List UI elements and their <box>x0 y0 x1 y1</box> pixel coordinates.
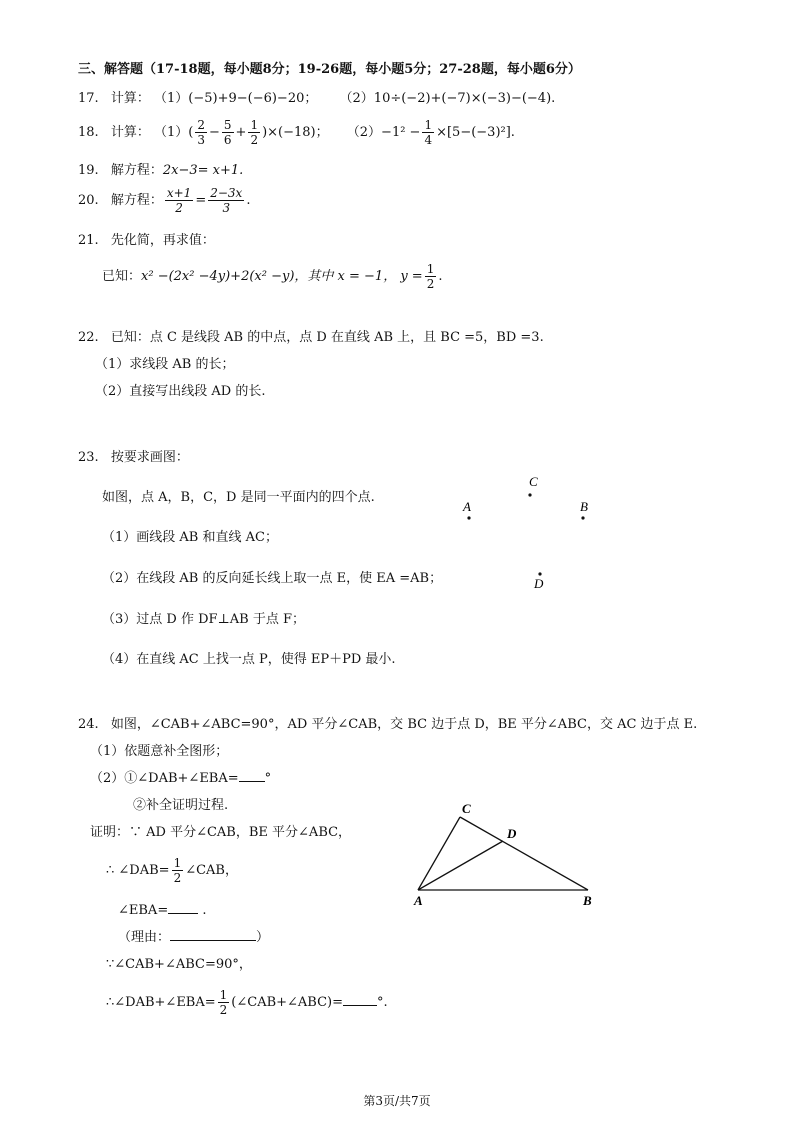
reason-label: （理由： <box>118 930 171 945</box>
question-lead: 先化简，再求值： <box>110 233 215 248</box>
question-number: 19. <box>78 163 99 178</box>
section-title: 三、解答题（17-18题，每小题8分；19-26题，每小题5分；27-28题，每小题6分） <box>78 62 581 77</box>
fraction <box>222 118 234 147</box>
question-22 <box>78 331 544 344</box>
point-label-b: B <box>580 499 588 514</box>
denominator: 2 <box>219 1003 228 1017</box>
proof-text: ∠EBA= <box>118 903 169 918</box>
vertex-label-b: B <box>583 893 592 908</box>
expression: x² −(2x² −4y)+2(x² −y) <box>141 269 295 284</box>
fraction <box>172 856 184 885</box>
fraction <box>422 118 434 147</box>
expression: 10÷(−2)+(−7)×(−3)−(−4). <box>373 91 556 106</box>
question-23-part-2: （2）在线段 AB 的反向延长线上取一点 E，使 EA =AB； <box>102 571 443 586</box>
numerator: 2−3x <box>210 186 243 200</box>
page-footer: 第3页/共7页 <box>363 1094 431 1108</box>
denominator: 3 <box>222 201 231 215</box>
question-number: 24. <box>78 717 99 732</box>
question-number: 23. <box>78 450 99 465</box>
expression: )×(−18)； <box>262 125 329 140</box>
period: . <box>246 193 251 208</box>
question-24-part-2b: ②补全证明过程. <box>133 798 229 813</box>
question-text: 已知：点 C 是线段 AB 的中点，点 D 在直线 AB 上，且 BC =5，BD =3. <box>110 330 544 345</box>
proof-text: ∠CAB， <box>185 863 238 878</box>
part-2-text: （2）①∠DAB+∠EBA= <box>90 771 239 786</box>
denominator: 3 <box>197 133 205 147</box>
question-23-part-3: （3）过点 D 作 DF⊥AB 于点 F； <box>102 612 305 627</box>
period: . <box>202 903 207 918</box>
question-21 <box>78 234 215 247</box>
reason-blank[interactable] <box>170 940 256 941</box>
proof-line-6 <box>106 988 388 1018</box>
fraction <box>218 988 230 1017</box>
question-lead: 计算： <box>110 91 150 106</box>
point-label-c: C <box>529 474 538 489</box>
segment-ac <box>418 817 460 890</box>
numerator: x+1 <box>166 186 192 200</box>
part-label: （2） <box>346 125 382 140</box>
question-23-part-4: （4）在直线 AC 上找一点 P，使得 EP＋PD 最小. <box>102 652 396 667</box>
expression: ×[5−(−3)²]. <box>436 125 515 140</box>
numerator: 1 <box>426 262 435 276</box>
numerator: 5 <box>223 118 232 132</box>
question-number: 20. <box>78 193 99 208</box>
question-24-part-2 <box>90 772 271 785</box>
numerator: 1 <box>424 118 433 132</box>
proof-text: ∴∠DAB+∠EBA= <box>106 995 216 1010</box>
fraction <box>165 186 193 215</box>
point-label-d: D <box>534 576 544 591</box>
proof-line-1: 证明：∵ AD 平分∠CAB，BE 平分∠ABC， <box>90 825 352 840</box>
triangle-figure <box>405 795 605 910</box>
question-20: 20. 解方程： $\frac{x+1}{2}$ = $\frac{2-3x}{3}$ . <box>78 186 251 215</box>
answer-blank[interactable] <box>343 1005 377 1006</box>
fraction <box>248 118 260 147</box>
question-number: 21. <box>78 233 99 248</box>
denominator: 2 <box>250 133 259 147</box>
degree-symbol: ° <box>264 771 272 786</box>
point-c <box>528 493 531 496</box>
proof-text: ∴ ∠DAB= <box>106 863 170 878</box>
part-label: （1） <box>153 125 189 140</box>
degree-symbol: °. <box>377 995 388 1010</box>
numerator: 1 <box>250 118 259 132</box>
expression: (−5)+9−(−6)−20； <box>188 91 318 106</box>
question-22-part-1: （1）求线段 AB 的长； <box>95 357 235 372</box>
vertex-label-d: D <box>507 826 517 841</box>
question-23 <box>78 451 189 464</box>
expression: −1² − <box>381 125 421 140</box>
fraction <box>195 118 207 147</box>
denominator: 2 <box>175 201 183 215</box>
denominator: 4 <box>424 133 433 147</box>
segment-ad <box>418 841 503 890</box>
proof-line-2 <box>106 856 238 886</box>
numerator: 1 <box>219 988 228 1002</box>
proof-line-4 <box>118 931 269 944</box>
fraction <box>425 262 437 291</box>
question-lead: 解方程： <box>110 163 163 178</box>
expression: 2x−3= x+1. <box>162 163 244 178</box>
question-lead: 计算： <box>110 125 150 140</box>
question-text: 如图，∠CAB+∠ABC=90°，AD 平分∠CAB，交 BC 边于点 D，BE 平分∠ABC，交 AC 边于点 E. <box>110 717 698 732</box>
given-label: 已知： <box>102 269 142 284</box>
segment-cb <box>460 817 588 890</box>
point-b <box>581 516 584 519</box>
part-label: （2） <box>339 91 374 106</box>
vertex-label-c: C <box>462 801 471 816</box>
question-number: 22. <box>78 330 99 345</box>
answer-blank[interactable] <box>168 913 198 914</box>
denominator: 2 <box>426 277 435 291</box>
question-24-part-1: （1）依题意补全图形； <box>90 744 229 759</box>
proof-text: (∠CAB+∠ABC)= <box>231 995 344 1010</box>
period: . <box>438 269 443 284</box>
proof-line-5: ∵∠CAB+∠ABC=90°， <box>106 957 252 972</box>
numerator: 1 <box>173 856 182 870</box>
question-24 <box>78 718 697 731</box>
numerator: 2 <box>197 118 205 132</box>
question-22-part-2: （2）直接写出线段 AD 的长. <box>95 384 266 399</box>
part-label: （1） <box>153 91 189 106</box>
point-label-a: A <box>463 499 471 514</box>
question-18: 18. 计算： （1）( $\frac{2}{3}$ − $\frac{5}{6}$ + $\frac{1}{2}$ )×(−18)； （2）−1² − $\frac{1}{4}$ ×[5−(−3)²]. <box>78 118 515 147</box>
condition: ，其中 x = −1， y = <box>294 269 423 284</box>
paren: ( <box>188 125 194 140</box>
fraction <box>208 186 244 215</box>
question-21-given <box>102 262 442 292</box>
question-23-intro: 如图，点 A，B，C，D 是同一平面内的四个点. <box>102 490 375 505</box>
points-figure <box>440 466 620 596</box>
question-19 <box>78 164 243 177</box>
question-number: 17. <box>78 91 99 106</box>
point-a <box>467 516 470 519</box>
vertex-label-a: A <box>414 893 423 908</box>
answer-blank[interactable] <box>239 781 265 782</box>
question-lead: 解方程： <box>110 193 163 208</box>
question-17 <box>78 92 555 105</box>
question-number: 18. <box>78 125 99 140</box>
denominator: 6 <box>223 133 232 147</box>
question-23-part-1: （1）画线段 AB 和直线 AC； <box>102 530 278 545</box>
close-paren: ） <box>256 930 270 945</box>
proof-line-3 <box>118 904 207 917</box>
question-lead: 按要求画图： <box>110 450 189 465</box>
denominator: 2 <box>173 871 182 885</box>
